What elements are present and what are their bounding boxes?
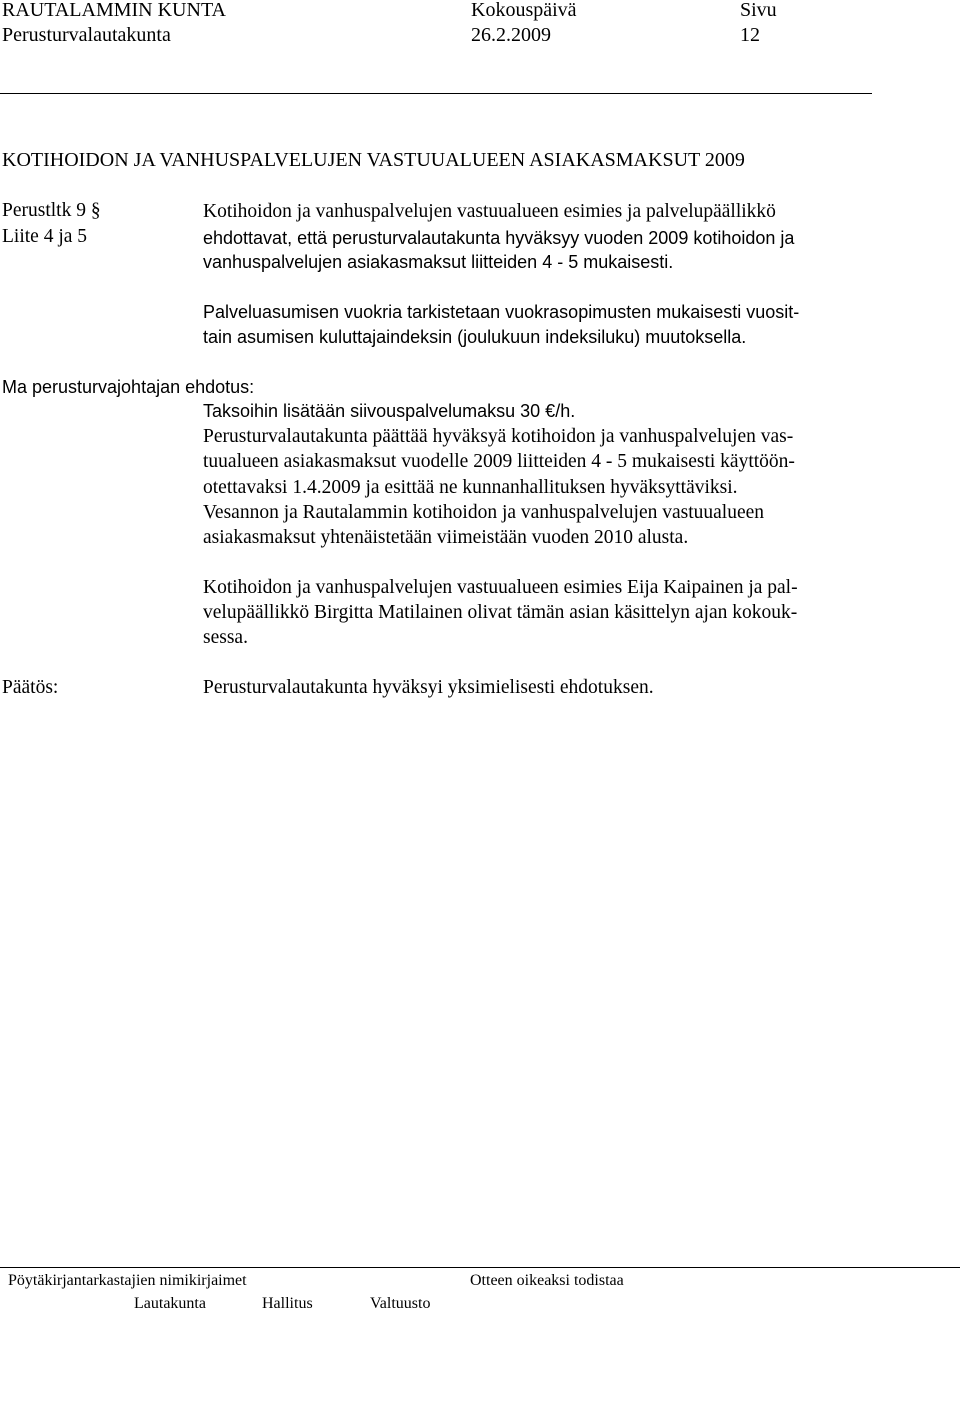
note-line: sessa.	[203, 627, 248, 648]
header-page-number: 12	[740, 24, 760, 46]
header-board: Perusturvalautakunta	[2, 24, 171, 46]
header-divider	[0, 93, 872, 94]
footer-certified-label: Otteen oikeaksi todistaa	[470, 1272, 624, 1289]
footer-col-valtuusto: Valtuusto	[370, 1295, 431, 1312]
footer-signatures-label: Pöytäkirjantarkastajien nimikirjaimet	[8, 1272, 247, 1289]
proposal-line: vanhuspalvelujen asiakasmaksut liitteiden 4 - 5 mukaisesti.	[203, 252, 674, 272]
director-line: Taksoihin lisätään siivouspalvelumaksu 30 €/h.	[203, 401, 576, 421]
proposal-line: ehdottavat, että perusturvalautakunta hyväksyy vuoden 2009 kotihoidon ja	[203, 228, 795, 248]
director-line: asiakasmaksut yhtenäistetään viimeistään vuoden 2010 alusta.	[203, 527, 689, 548]
director-label: Ma perusturvajohtajan ehdotus:	[2, 377, 255, 397]
note-line: Kotihoidon ja vanhuspalvelujen vastuualueen esimies Eija Kaipainen ja pal-	[203, 577, 798, 598]
footer-col-lautakunta: Lautakunta	[134, 1295, 206, 1312]
proposal-line: Kotihoidon ja vanhuspalvelujen vastuualueen esimies ja palvelupäällikkö	[203, 201, 776, 222]
decision-label: Päätös:	[2, 677, 59, 698]
note-line: velupäällikkö Birgitta Matilainen olivat tämän asian käsittelyn ajan kokouk-	[203, 602, 798, 623]
director-line: Vesannon ja Rautalammin kotihoidon ja vanhuspalvelujen vastuualueen	[203, 502, 765, 523]
footer-col-hallitus: Hallitus	[262, 1295, 313, 1312]
reference-paragraph: Perustltk 9 §	[2, 200, 101, 221]
director-line: Perusturvalautakunta päättää hyväksyä kotihoidon ja vanhuspalvelujen vas-	[203, 426, 794, 447]
director-line: tuualueen asiakasmaksut vuodelle 2009 liitteiden 4 - 5 mukaisesti käyttöön-	[203, 451, 795, 472]
director-line: otettavaksi 1.4.2009 ja esittää ne kunnanhallituksen hyväksyttäviksi.	[203, 477, 738, 498]
header-page-label: Sivu	[740, 0, 777, 21]
rent-line: Palveluasumisen vuokria tarkistetaan vuokrasopimusten mukaisesti vuosit-	[203, 302, 800, 322]
section-title: KOTIHOIDON JA VANHUSPALVELUJEN VASTUUALUEEN ASIAKASMAKSUT 2009	[2, 149, 745, 171]
header-org: RAUTALAMMIN KUNTA	[2, 0, 227, 21]
rent-line: tain asumisen kuluttajaindeksin (joulukuun indeksiluku) muutoksella.	[203, 327, 747, 347]
decision-text: Perusturvalautakunta hyväksyi yksimielisesti ehdotuksen.	[203, 677, 654, 698]
reference-attachment: Liite 4 ja 5	[2, 226, 88, 247]
header-meeting-label: Kokouspäivä	[471, 0, 577, 21]
footer-divider	[0, 1267, 960, 1268]
header-meeting-date: 26.2.2009	[471, 24, 551, 46]
